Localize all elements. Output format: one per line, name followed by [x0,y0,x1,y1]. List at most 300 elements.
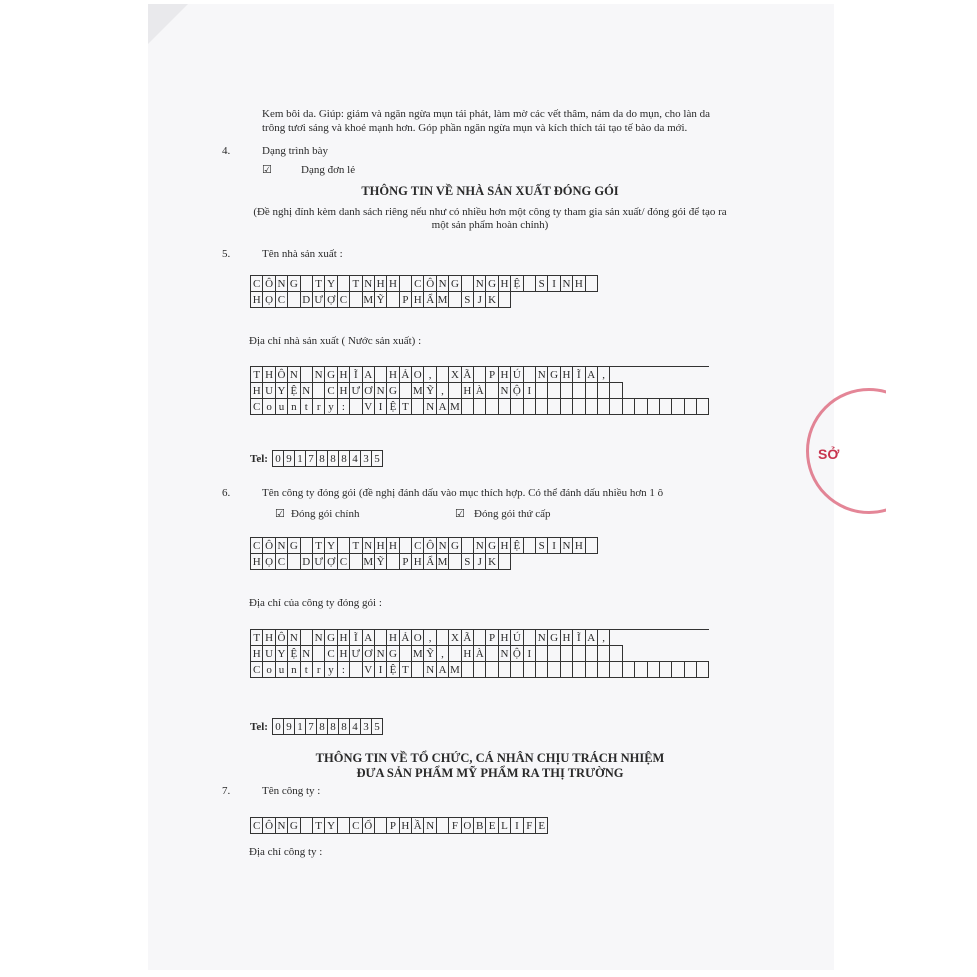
section-5-number: 5. [222,248,231,260]
grid-cell: t [301,661,313,678]
grid-cell: G [548,629,560,646]
grid-cell [536,398,548,415]
grid-cell: N [276,537,288,554]
grid-cell [301,817,313,834]
grid-cell [524,275,536,292]
grid-cell: Ỹ [424,382,436,399]
grid-cell: G [486,275,498,292]
packager-name-grid [250,537,598,570]
grid-cell: , [437,382,449,399]
grid-cell: H [561,366,573,383]
grid-cell [350,291,362,308]
grid-cell [338,275,350,292]
grid-cell: H [251,645,263,662]
grid-cell: H [400,817,412,834]
grid-cell: C [338,291,350,308]
grid-cell: T [400,661,412,678]
grid-cell: u [276,661,288,678]
grid-cell: Ư [350,382,362,399]
grid-cell: G [325,629,337,646]
grid-cell: X [449,629,461,646]
packager-tel [250,718,383,735]
manufacturer-name-grid [250,275,598,308]
grid-cell: H [387,366,399,383]
grid-cell: O [412,366,424,383]
grid-cell: Ú [511,629,523,646]
grid-cell: N [474,275,486,292]
grid-cell: P [486,366,498,383]
tel-label: Tel: [250,452,268,465]
grid-cell: J [474,553,486,570]
grid-cell [449,291,461,308]
tel-digit: 8 [339,719,350,735]
grid-cell [561,382,573,399]
tel-digit: 0 [273,451,284,467]
grid-cell: H [573,275,585,292]
grid-cell: N [536,629,548,646]
grid-cell: I [524,645,536,662]
grid-cell [301,275,313,292]
grid-cell: : [338,398,350,415]
grid-cell: C [412,537,424,554]
grid-cell: F [524,817,536,834]
grid-cell [598,661,610,678]
grid-cell [511,661,523,678]
grid-cell: O [412,629,424,646]
grid-cell: G [288,537,300,554]
grid-row [250,383,709,399]
grid-cell: M [449,661,461,678]
grid-cell: C [338,553,350,570]
grid-cell [499,661,511,678]
grid-cell: H [499,275,511,292]
grid-cell: À [474,382,486,399]
grid-cell: T [400,398,412,415]
grid-cell [536,661,548,678]
grid-cell [437,629,449,646]
grid-cell: C [251,817,263,834]
note-line-2: một sản phẩm hoàn chỉnh) [431,219,549,231]
grid-cell: H [263,366,275,383]
grid-cell [536,382,548,399]
tel-digit: 5 [372,719,383,735]
grid-cell [437,366,449,383]
grid-cell: H [387,629,399,646]
tel-digit: 8 [328,719,339,735]
grid-cell: Ả [400,366,412,383]
grid-cell: H [375,275,387,292]
grid-cell [313,645,325,662]
grid-cell: U [263,382,275,399]
grid-cell: y [325,398,337,415]
grid-cell: A [363,629,375,646]
grid-cell: H [387,275,399,292]
grid-cell: Y [276,645,288,662]
grid-cell: V [363,661,375,678]
intro-line-2: trông tươi sáng và khoẻ mạnh hơn. Góp phần ngăn ngừa mụn và kích thích tái tạo tế bào da mới. [262,122,688,134]
grid-cell: K [486,553,498,570]
grid-cell [648,661,660,678]
grid-cell [400,645,412,662]
grid-cell: I [375,661,387,678]
grid-cell: D [301,291,313,308]
grid-cell: N [437,537,449,554]
grid-cell: y [325,661,337,678]
grid-cell: r [313,661,325,678]
grid-cell: M [437,291,449,308]
grid-cell: I [524,382,536,399]
grid-cell: N [276,817,288,834]
grid-cell: H [338,645,350,662]
grid-cell [561,661,573,678]
grid-cell: N [363,275,375,292]
tel-digits [272,450,383,467]
grid-cell: G [548,366,560,383]
grid-cell: S [462,553,474,570]
grid-cell: Y [325,275,337,292]
grid-cell [586,661,598,678]
grid-cell: C [325,382,337,399]
grid-cell: Ô [263,537,275,554]
grid-cell: o [263,398,275,415]
heading-responsible-org-2: ĐƯA SẢN PHẨM MỸ PHẨM RA THỊ TRƯỜNG [356,766,624,780]
grid-cell: M [363,291,375,308]
grid-cell [400,382,412,399]
grid-cell: , [424,366,436,383]
grid-cell: H [251,291,263,308]
grid-cell: N [536,366,548,383]
checkbox-icon[interactable]: ☑ [262,163,272,176]
grid-cell: H [499,366,511,383]
tel-label: Tel: [250,720,268,733]
grid-cell: I [511,817,523,834]
grid-cell [499,398,511,415]
grid-cell: T [350,275,362,292]
option-secondary-packaging: Đóng gói thứ cấp [474,508,551,520]
grid-cell [412,661,424,678]
grid-cell [660,661,672,678]
grid-cell [548,398,560,415]
grid-cell: Ẩ [424,291,436,308]
tel-digit: 9 [284,719,295,735]
grid-cell: Ĩ [573,629,585,646]
grid-cell: G [288,275,300,292]
tel-digit: 9 [284,451,295,467]
grid-cell [648,398,660,415]
red-stamp [806,388,886,514]
grid-cell: H [412,291,424,308]
grid-cell: N [288,629,300,646]
company-name-grid [250,817,548,834]
grid-cell [437,817,449,834]
grid-cell: r [313,398,325,415]
heading-responsible-org-1: THÔNG TIN VỀ TỔ CHỨC, CÁ NHÂN CHỊU TRÁCH NHIỆM [315,751,665,765]
tel-digit: 7 [306,719,317,735]
grid-cell: H [251,382,263,399]
grid-row [250,367,709,383]
grid-cell: C [251,661,263,678]
grid-cell: Ã [462,366,474,383]
grid-cell: Ô [276,366,288,383]
grid-cell: Ô [263,817,275,834]
grid-cell [635,661,647,678]
grid-row [250,818,548,834]
grid-cell: E [536,817,548,834]
grid-cell: N [301,382,313,399]
grid-cell [573,382,585,399]
grid-cell: N [474,537,486,554]
grid-cell [586,382,598,399]
grid-cell: Ệ [511,275,523,292]
grid-cell: Ệ [387,661,399,678]
tel-digit: 3 [361,451,372,467]
grid-cell [623,398,635,415]
grid-cell [474,366,486,383]
tel-digit: 4 [350,719,361,735]
grid-cell [462,398,474,415]
grid-cell: t [301,398,313,415]
grid-cell [573,645,585,662]
checkbox-icon[interactable]: ☑ [455,507,465,520]
grid-cell: T [313,817,325,834]
packager-address-grid [250,629,709,678]
grid-cell: C [325,645,337,662]
grid-cell [524,537,536,554]
grid-cell: Ệ [511,537,523,554]
grid-cell [412,398,424,415]
grid-cell: G [486,537,498,554]
stamp-text: SỞ [818,446,840,462]
grid-cell: T [350,537,362,554]
grid-cell: , [437,645,449,662]
grid-cell: N [499,382,511,399]
grid-cell: Ú [511,366,523,383]
grid-cell [586,398,598,415]
grid-cell: A [363,366,375,383]
grid-cell: I [548,537,560,554]
grid-cell: D [301,553,313,570]
page-corner-fold [148,4,188,44]
grid-cell [288,291,300,308]
grid-cell [375,817,387,834]
grid-cell: Ộ [511,382,523,399]
grid-cell [486,661,498,678]
grid-cell: T [313,275,325,292]
grid-cell: P [400,291,412,308]
grid-cell: G [325,366,337,383]
grid-cell [375,629,387,646]
tel-digit: 0 [273,719,284,735]
section-7-label: Tên công ty : [262,785,321,797]
grid-cell [697,398,709,415]
grid-cell: H [251,553,263,570]
grid-cell: G [288,817,300,834]
grid-cell [449,645,461,662]
tel-digit: 8 [317,719,328,735]
grid-row [250,292,598,308]
grid-cell [288,553,300,570]
grid-cell: T [251,629,263,646]
grid-cell: G [387,645,399,662]
grid-cell [449,382,461,399]
grid-cell: Ầ [412,817,424,834]
grid-cell: C [251,275,263,292]
grid-cell: L [499,817,511,834]
grid-cell [301,366,313,383]
grid-cell [561,645,573,662]
grid-cell: G [449,537,461,554]
grid-cell [313,382,325,399]
grid-cell: Ư [313,553,325,570]
grid-cell: H [499,629,511,646]
grid-cell [511,398,523,415]
grid-row [250,630,709,646]
grid-cell [499,291,511,308]
section-4-number: 4. [222,145,231,157]
section-4-option: Dạng đơn lẻ [301,164,356,176]
section-4-label: Dạng trình bày [262,145,328,157]
grid-cell: H [561,629,573,646]
tel-digit: 3 [361,719,372,735]
grid-cell [623,661,635,678]
intro-line-1: Kem bôi da. Giúp: giảm và ngăn ngừa mụn tái phát, làm mờ các vết thâm, nám da do mụn, cho làn da [262,108,710,120]
grid-cell [350,398,362,415]
grid-cell: C [276,291,288,308]
grid-row [250,276,598,292]
grid-cell: S [536,275,548,292]
grid-cell [660,398,672,415]
grid-cell [524,366,536,383]
grid-cell: Ẩ [424,553,436,570]
grid-cell: À [474,645,486,662]
grid-cell: , [424,629,436,646]
grid-cell: N [424,817,436,834]
manufacturer-tel [250,450,383,467]
grid-cell [375,366,387,383]
manufacturer-address-label: Địa chỉ nhà sản xuất ( Nước sản xuất) : [249,335,422,347]
grid-cell: E [486,817,498,834]
grid-cell [350,661,362,678]
tel-digit: 8 [339,451,350,467]
grid-cell: T [313,537,325,554]
grid-cell: Ư [313,291,325,308]
grid-cell: H [338,366,350,383]
grid-cell: Ợ [325,291,337,308]
grid-cell: P [387,817,399,834]
checkbox-icon[interactable]: ☑ [275,507,285,520]
grid-cell: N [561,537,573,554]
grid-cell [338,817,350,834]
grid-cell: Ô [424,275,436,292]
grid-cell: Ổ [363,817,375,834]
grid-cell: o [263,661,275,678]
grid-cell [548,661,560,678]
grid-row [250,662,709,678]
grid-cell [672,398,684,415]
grid-cell: M [363,553,375,570]
grid-cell: Ĩ [350,629,362,646]
grid-cell [350,553,362,570]
grid-cell [524,398,536,415]
grid-cell [685,661,697,678]
grid-cell [610,382,622,399]
grid-cell [462,661,474,678]
grid-cell: N [375,382,387,399]
grid-cell [301,629,313,646]
grid-cell: Ô [263,275,275,292]
grid-cell: Ả [400,629,412,646]
grid-row [250,554,598,570]
grid-cell: I [375,398,387,415]
grid-cell: Ỹ [424,645,436,662]
tel-digit: 4 [350,451,361,467]
grid-cell: Ỹ [375,291,387,308]
grid-cell [474,661,486,678]
grid-cell [486,645,498,662]
grid-cell: H [462,382,474,399]
grid-cell: Y [325,537,337,554]
grid-cell [301,537,313,554]
grid-cell: C [412,275,424,292]
grid-cell: H [412,553,424,570]
grid-cell [598,398,610,415]
section-7-number: 7. [222,785,231,797]
grid-cell: N [288,366,300,383]
section-6-label: Tên công ty đóng gói (đề nghị đánh dấu vào mục thích hợp. Có thể đánh dấu nhiều hơn 1 ô [262,487,664,499]
grid-cell: , [598,366,610,383]
grid-cell: Ệ [387,398,399,415]
grid-cell: H [387,537,399,554]
grid-cell: Ã [462,629,474,646]
grid-cell [536,645,548,662]
grid-cell: Ĩ [573,366,585,383]
grid-cell: N [499,645,511,662]
grid-cell: Ư [350,645,362,662]
grid-cell: Ệ [288,382,300,399]
grid-cell: T [251,366,263,383]
grid-cell: Y [325,817,337,834]
tel-digit: 8 [317,451,328,467]
manufacturer-address-grid [250,366,709,415]
grid-cell: A [437,661,449,678]
grid-cell [474,398,486,415]
grid-cell: J [474,291,486,308]
grid-cell: G [449,275,461,292]
packager-address-label: Địa chỉ của công ty đóng gói : [249,597,382,609]
grid-cell: C [251,398,263,415]
tel-digit: 5 [372,451,383,467]
grid-cell: G [387,382,399,399]
grid-cell [548,645,560,662]
grid-cell: : [338,661,350,678]
grid-cell: u [276,398,288,415]
grid-cell [635,398,647,415]
grid-cell [697,661,709,678]
grid-cell [387,291,399,308]
grid-cell: Ọ [263,291,275,308]
heading-manufacturer-info: THÔNG TIN VỀ NHÀ SẢN XUẤT ĐÓNG GÓI [361,184,619,198]
company-address-label: Địa chỉ công ty : [249,846,323,858]
grid-row [250,538,598,554]
grid-cell: A [586,629,598,646]
grid-cell [672,661,684,678]
grid-cell: P [486,629,498,646]
grid-cell: M [412,382,424,399]
grid-cell [486,382,498,399]
grid-cell: C [276,553,288,570]
grid-cell [598,645,610,662]
grid-cell: C [251,537,263,554]
